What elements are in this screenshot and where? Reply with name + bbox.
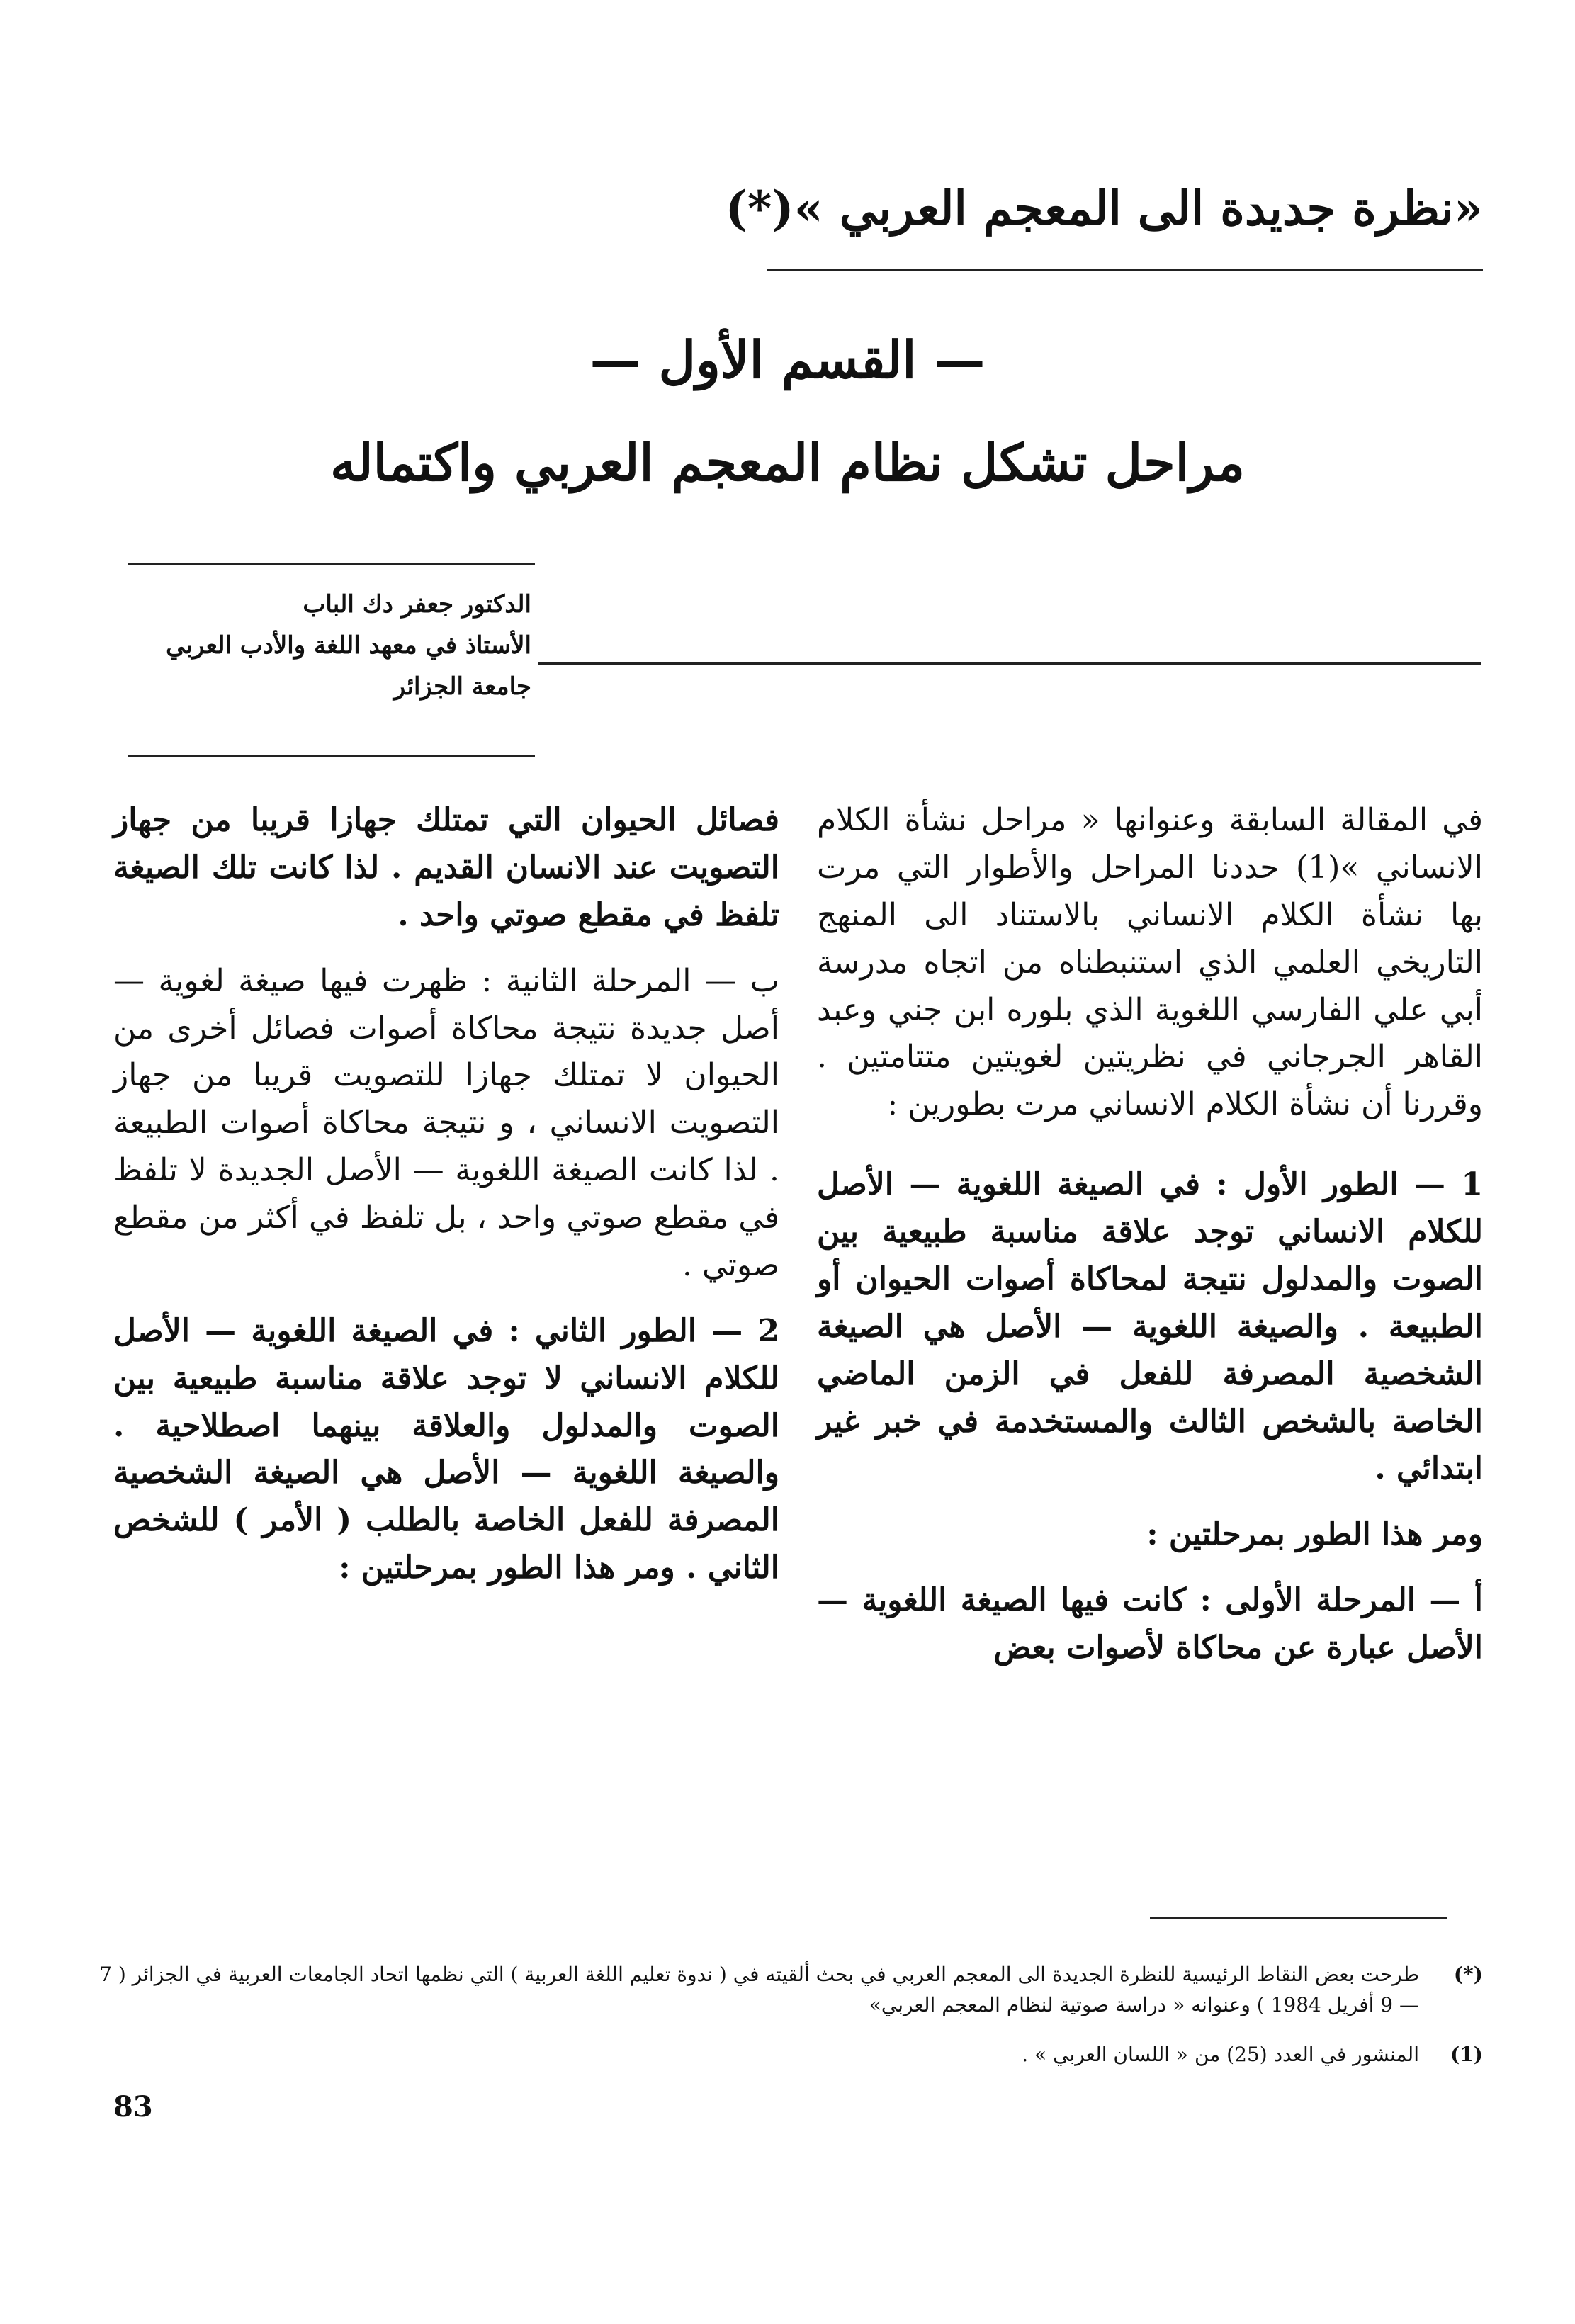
author-divider-rule — [538, 662, 1481, 665]
section-title: — القسم الأول — — [589, 329, 986, 390]
header-underline — [767, 269, 1483, 271]
left-column — [113, 797, 779, 1611]
author-block — [128, 585, 531, 707]
paragraph: ب — المرحلة الثانية : ظهرت فيها صيغة لغوية — أصل جديدة نتيجة محاكاة أصوات فصائل أخرى من الحيوان لا تمتلك جهازا للتصويت قريبا من جهاز التصويت الانساني ، و نتيجة محاكاة أصوات الطبيعة . لذا كانت الصيغة اللغوية — الأصل الجديدة لا تلفظ في مقطع صوتي واحد ، بل تلفظ في أكثر من مقطع صوتي . — [113, 962, 779, 1283]
paragraph: أ — المرحلة الأولى : كانت فيها الصيغة اللغوية — الأصل عبارة عن محاكاة لأصوات بعض — [817, 1582, 1483, 1666]
paragraph: فصائل الحيوان التي تمتلك جهازا قريبا من جهاز التصويت عند الانسان القديم . لذا كانت تلك الصيغة تلفظ في مقطع صوتي واحد . — [113, 802, 779, 933]
footnote — [94, 1959, 1483, 2021]
author-name: الدكتور جعفر دك الباب — [303, 590, 531, 619]
footnote-separator — [1150, 1917, 1447, 1919]
section-subtitle: مراحل تشكل نظام المعجم العربي واكتماله — [330, 432, 1245, 492]
footnote — [94, 2039, 1483, 2070]
author-bottom-rule — [128, 755, 535, 757]
page-number: 83 — [113, 2090, 153, 2123]
paragraph: 2 — الطور الثاني : في الصيغة اللغوية — الأصل للكلام الانساني لا توجد علاقة مناسبة طبيعية بين الصوت والمدلول والعلاقة بينهما اصطلاحية . والصيغة اللغوية — الأصل هي الصيغة الشخصية المصرفة للفعل الخاصة بالطلب ( الأمر ) للشخص الثاني . ومر هذا الطور بمرحلتين : — [113, 1312, 779, 1586]
footnote-marker: (1) — [1450, 2042, 1483, 2066]
footnote-text: المنشور في العدد (25) من « اللسان العربي » . — [1022, 2042, 1419, 2066]
author-top-rule — [128, 563, 535, 565]
paragraph: في المقالة السابقة وعنوانها « مراحل نشأة الكلام الانساني »(1) حددنا المراحل والأطوار التي مرت بها نشأة الكلام الانساني بالاستناد الى المنهج التاريخي العلمي الذي استنبطناه من اتجاه مدرسة أبي علي الفارسي اللغوية الذي بلوره ابن جني وعبد القاهر الجرجاني في نظريتين لغويتين متتامتين . وقررنا أن نشأة الكلام الانساني مرت بطورين : — [817, 802, 1484, 1123]
paragraph: ومر هذا الطور بمرحلتين : — [1146, 1516, 1483, 1553]
article-header-title: «نظرة جديدة الى المعجم العربي »(*) — [725, 181, 1483, 236]
paragraph: 1 — الطور الأول : في الصيغة اللغوية — الأصل للكلام الانساني توجد علاقة مناسبة طبيعية بين الصوت والمدلول نتيجة لمحاكاة أصوات الحيوان أو الطبيعة . والصيغة اللغوية — الأصل هي الصيغة الشخصية المصرفة للفعل في الزمن الماضي الخاصة بالشخص الثالث والمستخدمة في خبر غير ابتدائي . — [817, 1166, 1483, 1487]
author-university: جامعة الجزائر — [393, 672, 531, 701]
author-position: الأستاذ في معهد اللغة والأدب العربي — [166, 631, 531, 660]
footnotes — [94, 1959, 1483, 2088]
footnote-marker: (*) — [1453, 1963, 1483, 1986]
footnote-text: طرحت بعض النقاط الرئيسية للنظرة الجديدة الى المعجم العربي في بحث ألقيته في ( ندوة تعليم اللغة العربية ) التي نظمها اتحاد الجامعات العربية في الجزائر ( 7 — 9 أفريل 1984 ) وعنوانه « دراسة صوتية لنظام المعجم العربي» — [99, 1963, 1419, 2017]
right-column — [817, 797, 1483, 1691]
